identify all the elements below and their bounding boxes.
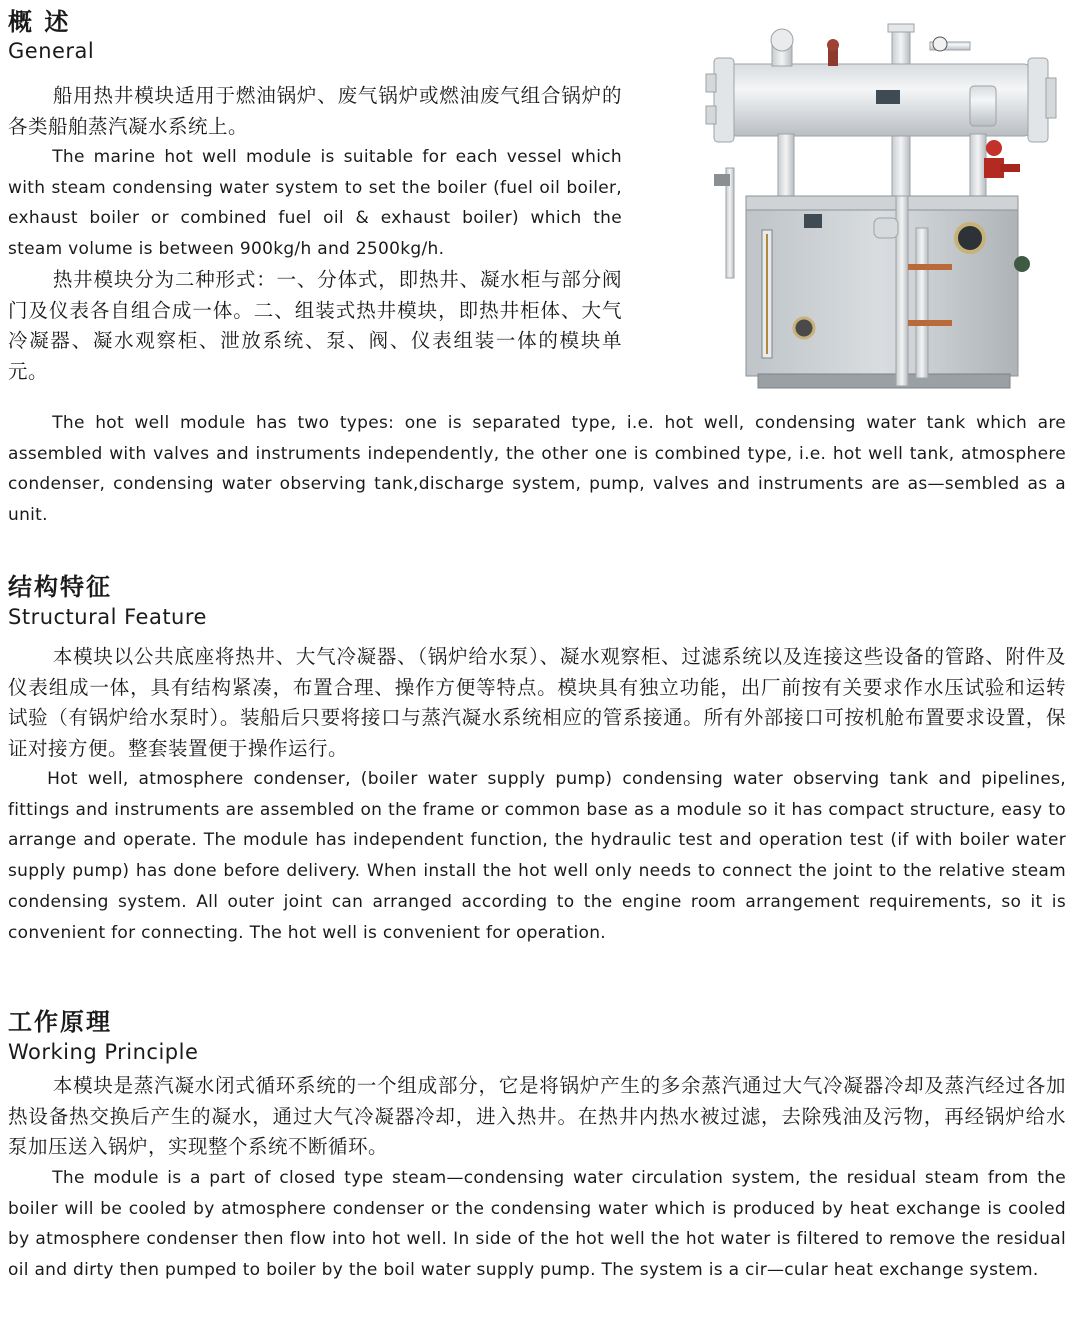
working-title-cn: 工作原理 bbox=[8, 1008, 112, 1036]
working-title-en: Working Principle bbox=[8, 1040, 199, 1064]
working-paragraph-cn: 本模块是蒸汽凝水闭式循环系统的一个组成部分，它是将锅炉产生的多余蒸汽通过大气冷凝器冷却及蒸汽经过各加热设备热交换后产生的凝水，通过大气冷凝器冷却，进入热井。在热井内热水被过滤，去除残油及污物，再经锅炉给水泵加压送入锅炉，实现整个系统不断循环。 bbox=[8, 1074, 1066, 1159]
working-paragraph-en: The module is a part of closed type steam—condensing water circulation system, the residual steam from the boiler will be cooled by atmosphere condenser or the condensing water which is produced by heat exchange is cooled by atmosphere condenser then flow into hot well. In side of the hot well the hot water is filtered to remove the residual oil and dirty then pumped to boiler by the boil water supply pump. The system is a cir—cular heat exchange system. bbox=[8, 1168, 1066, 1281]
general-paragraph-en-2: The hot well module has two types: one is separated type, i.e. hot well, condensing water tank which are assembled with valves and instruments independently, the other one is combined type, i.e. hot well tank, atmosphere condenser, condensing water observing tank,discharge system, pump, valves and instruments are as—sembled as a unit. bbox=[8, 413, 1066, 526]
structural-title-en: Structural Feature bbox=[8, 605, 207, 629]
general-paragraph-en-1: The marine hot well module is suitable for each vessel which with steam condensing water system to set the boiler (fuel oil boiler, exhaust boiler or combined fuel oil & exhaust boiler) which the steam volume is between 900kg/h and 2500kg/h. bbox=[8, 147, 622, 260]
structural-title-cn: 结构特征 bbox=[8, 573, 112, 601]
general-paragraph-cn-2: 热井模块分为二种形式：一、分体式，即热井、凝水柜与部分阀门及仪表各自组合成一体。二、组装式热井模块，即热井柜体、大气冷凝器、凝水观察柜、泄放系统、泵、阀、仪表组装一体的模块单元。 bbox=[8, 268, 622, 384]
hot-well-module-drawing bbox=[700, 18, 1062, 390]
structural-paragraph-cn: 本模块以公共底座将热井、大气冷凝器、（锅炉给水泵）、凝水观察柜、过滤系统以及连接这些设备的管路、附件及仪表组成一体，具有结构紧凑，布置合理、操作方便等特点。模块具有独立功能，出厂前按有关要求作水压试验和运转试验（有锅炉给水泵时）。装船后只要将接口与蒸汽凝水系统相应的管系接通。所有外部接口可按机舱布置要求设置，保证对接方便。整套装置便于操作运行。 bbox=[8, 645, 1066, 761]
general-title-cn: 概 述 bbox=[8, 8, 71, 36]
hot-well-module-image bbox=[700, 18, 1062, 390]
general-paragraph-cn-1: 船用热井模块适用于燃油锅炉、废气锅炉或燃油废气组合锅炉的各类船舶蒸汽凝水系统上。 bbox=[8, 84, 622, 138]
general-title-en: General bbox=[8, 39, 95, 63]
structural-paragraph-en: Hot well, atmosphere condenser, (boiler water supply pump) condensing water observing tank and pipelines, fittings and instruments are assembled on the frame or common base as a module so it has compact structure, easy to arrange and operate. The module has independent function, the hydraulic test and operation test (if with boiler water supply pump) has done before delivery. When install the hot well only needs to connect the joint to the relative steam condensing system. All outer joint can arranged according to the engine room arrangement requirements, so it is convenient for connecting. The hot well is convenient for operation. bbox=[8, 769, 1066, 943]
